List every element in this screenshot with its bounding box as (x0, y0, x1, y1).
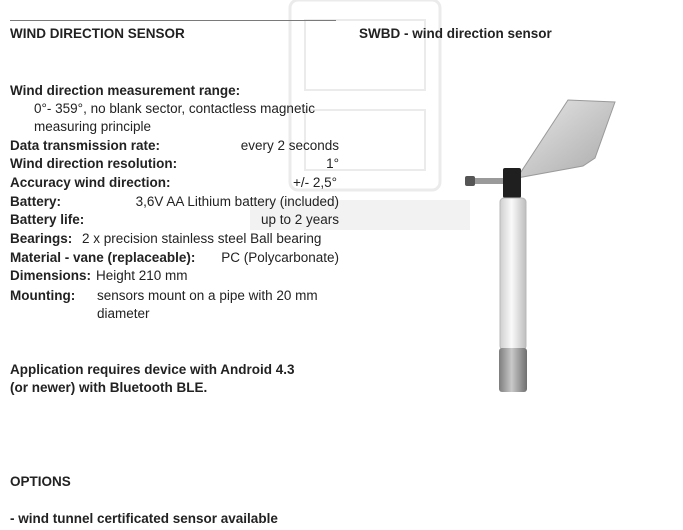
bearings-label: Bearings: (10, 231, 73, 246)
dimensions-label: Dimensions: (10, 268, 92, 283)
battery-value: 3,6V AA Lithium battery (included) (135, 194, 339, 209)
mounting-label: Mounting: (10, 288, 76, 303)
range-line1: 0°- 359°, no blank sector, contactless magnetic (34, 101, 315, 116)
bearings-value: 2 x precision stainless steel Ball bearing (82, 231, 322, 246)
options-title: OPTIONS (10, 474, 71, 489)
battery-life-label: Battery life: (10, 212, 85, 227)
dimensions-value: Height 210 mm (96, 268, 188, 283)
accuracy-value: +/- 2,5° (292, 175, 337, 190)
material-label: Material - vane (replaceable): (10, 250, 196, 265)
application-line2: (or newer) with Bluetooth BLE. (10, 380, 208, 395)
resolution-label: Wind direction resolution: (10, 156, 178, 171)
resolution-value: 1° (326, 156, 339, 171)
mounting-line2: diameter (97, 306, 150, 321)
options-item-1: - wind tunnel certificated sensor available (10, 511, 278, 526)
application-line1: Application requires device with Android 4.3 (10, 362, 295, 377)
right-title: SWBD - wind direction sensor (359, 26, 552, 41)
accuracy-label: Accuracy wind direction: (10, 175, 171, 190)
rate-value: every 2 seconds (240, 138, 339, 153)
header-rule (10, 20, 336, 21)
battery-life-value: up to 2 years (260, 212, 339, 227)
left-title: WIND DIRECTION SENSOR (10, 26, 185, 41)
mounting-line1: sensors mount on a pipe with 20 mm (97, 288, 318, 303)
material-value: PC (Polycarbonate) (221, 250, 339, 265)
range-label: Wind direction measurement range: (10, 83, 241, 98)
wind-vane-sensor-image (455, 90, 635, 400)
rate-label: Data transmission rate: (10, 138, 161, 153)
range-line2: measuring principle (34, 119, 152, 134)
battery-label: Battery: (10, 194, 62, 209)
